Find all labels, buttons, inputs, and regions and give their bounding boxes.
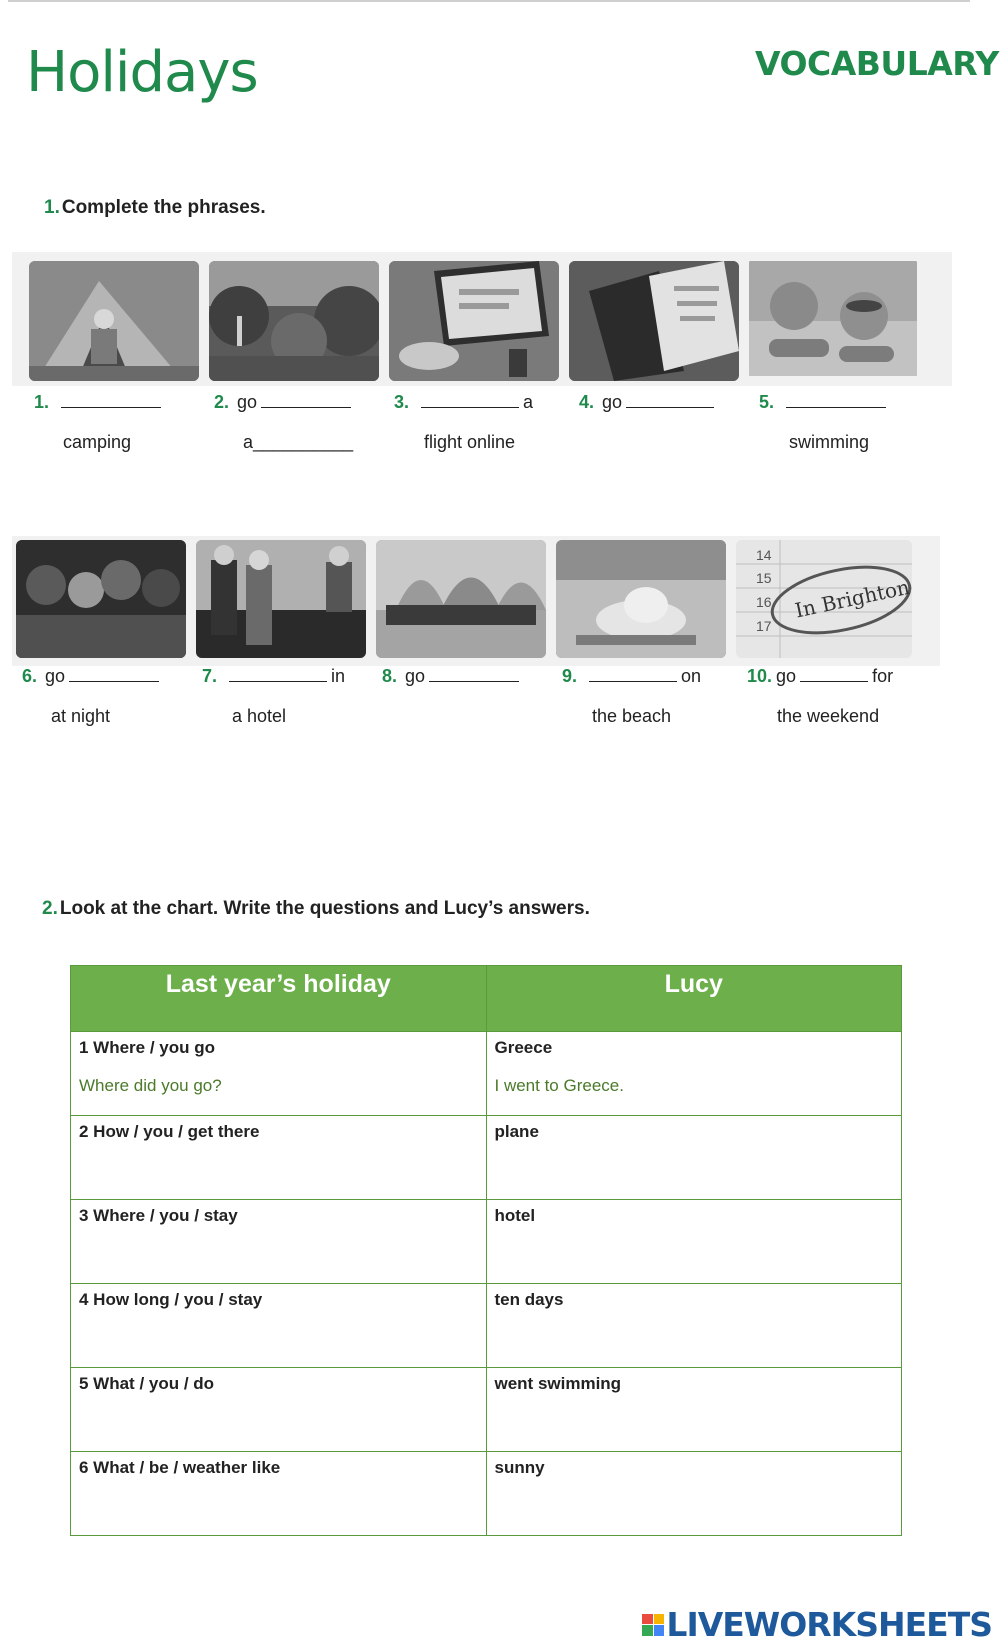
question-prompt: 5 What / you / do <box>79 1374 215 1393</box>
answer-blank-10[interactable] <box>800 680 868 682</box>
phrase-prefix: go <box>45 666 66 686</box>
phrase-9-continuation: the beach <box>592 706 672 726</box>
phrase-1 <box>34 392 165 413</box>
liveworksheets-logo <box>642 1605 992 1644</box>
exercise1-number: 1. <box>44 197 60 218</box>
answer-prompt: sunny <box>494 1458 545 1477</box>
table-row <box>71 1032 902 1116</box>
phrase-suffix: on <box>681 666 702 686</box>
phrase-number: 6. <box>22 666 38 686</box>
table-row <box>71 1116 902 1200</box>
answer-blank-5[interactable] <box>786 406 886 408</box>
phrase-4 <box>579 392 718 413</box>
answer-blank-9[interactable] <box>589 680 677 682</box>
exercise2-instruction <box>42 898 590 920</box>
column-header-lucy: Lucy <box>486 966 902 1032</box>
answer-blank-4[interactable] <box>626 406 714 408</box>
answer-blank-3[interactable] <box>421 406 519 408</box>
calendar-day-17: 17 <box>756 618 772 634</box>
calendar-day-14: 14 <box>756 547 772 563</box>
question-prompt: 1 Where / you go <box>79 1038 216 1057</box>
phrase-number: 1. <box>34 392 50 412</box>
phrase-suffix: for <box>872 666 894 686</box>
question-cell[interactable] <box>71 1452 487 1536</box>
top-rule <box>8 0 970 2</box>
answer-blank-7[interactable] <box>229 680 327 682</box>
answer-blank-2[interactable] <box>261 406 351 408</box>
question-cell[interactable] <box>71 1284 487 1368</box>
phrase-5-continuation: swimming <box>789 432 870 452</box>
answer-cell[interactable] <box>486 1200 902 1284</box>
phrase-5 <box>759 392 890 413</box>
question-prompt: 2 How / you / get there <box>79 1122 260 1141</box>
column-header-holiday: Last year’s holiday <box>71 966 487 1032</box>
phrase-suffix: in <box>331 666 346 686</box>
phrase-number: 5. <box>759 392 775 412</box>
phrase-number: 8. <box>382 666 398 686</box>
phrase-suffix: a <box>523 392 534 412</box>
phrase-1-continuation: camping <box>63 432 132 452</box>
forest-walk-photo <box>209 261 379 381</box>
question-cell[interactable] <box>71 1200 487 1284</box>
holiday-chart-table <box>70 965 902 1536</box>
phrase-number: 3. <box>394 392 410 412</box>
laptop-booking-photo <box>389 261 559 381</box>
phrase-6 <box>22 666 163 687</box>
phrase-10 <box>747 666 893 687</box>
exercise2-number: 2. <box>42 898 58 919</box>
phrase-prefix: go <box>405 666 426 686</box>
answer-prompt: plane <box>494 1122 539 1141</box>
phrase-number: 10. <box>747 666 773 686</box>
phrase-7 <box>202 666 345 687</box>
answer-prompt: Greece <box>494 1038 553 1057</box>
answer-cell[interactable] <box>486 1368 902 1452</box>
question-prompt: 6 What / be / weather like <box>79 1458 281 1477</box>
example-question: Where did you go? <box>79 1076 222 1095</box>
table-row <box>71 1200 902 1284</box>
phrase-3 <box>394 392 533 413</box>
answer-cell[interactable] <box>486 1284 902 1368</box>
answer-blank-1[interactable] <box>61 406 161 408</box>
example-answer: I went to Greece. <box>494 1076 624 1095</box>
phrase-6-continuation: at night <box>51 706 111 726</box>
question-prompt: 3 Where / you / stay <box>79 1206 238 1225</box>
phrase-8 <box>382 666 523 687</box>
page-title: Holidays <box>26 40 258 105</box>
phrase-10-continuation: the weekend <box>777 706 880 726</box>
table-row <box>71 1368 902 1452</box>
answer-blank-8[interactable] <box>429 680 519 682</box>
answer-prompt: went swimming <box>494 1374 622 1393</box>
liveworksheets-icon <box>642 1614 664 1636</box>
calendar-day-15: 15 <box>756 570 772 586</box>
table-row <box>71 1284 902 1368</box>
answer-blank-6[interactable] <box>69 680 159 682</box>
phrase-number: 4. <box>579 392 595 412</box>
beach-hat-photo <box>556 540 726 658</box>
phrase-9 <box>562 666 701 687</box>
question-cell[interactable] <box>71 1032 487 1116</box>
friends-night-photo <box>16 540 186 658</box>
phrase-2 <box>214 392 355 413</box>
phrase-7-continuation: a hotel <box>232 706 287 726</box>
brand-name: LIVEWORKSHEETS <box>666 1605 992 1644</box>
answer-cell[interactable] <box>486 1116 902 1200</box>
calendar-note: In Brighton <box>792 574 912 623</box>
section-tag: VOCABULARY <box>755 44 999 83</box>
calendar-brighton-photo <box>736 540 912 658</box>
phrase-2-continuation: a__________ <box>243 432 354 452</box>
hotel-checkin-photo <box>196 540 366 658</box>
question-cell[interactable] <box>71 1368 487 1452</box>
phrase-prefix: go <box>602 392 623 412</box>
calendar-day-16: 16 <box>756 594 772 610</box>
exercise1-instruction <box>44 197 266 219</box>
phrase-number: 9. <box>562 666 578 686</box>
answer-prompt: hotel <box>494 1206 536 1225</box>
table-row <box>71 1452 902 1536</box>
answer-cell[interactable] <box>486 1032 902 1116</box>
tent-camping-photo <box>29 261 199 381</box>
phrase-number: 7. <box>202 666 218 686</box>
kids-swimming-photo <box>749 261 917 376</box>
phrase-prefix: go <box>776 666 797 686</box>
answer-prompt: ten days <box>494 1290 564 1309</box>
phrase-prefix: go <box>237 392 258 412</box>
phrase-3-continuation: flight online <box>424 432 516 452</box>
table-header-row <box>71 966 902 1032</box>
answer-cell[interactable] <box>486 1452 902 1536</box>
sightseeing-queue-photo <box>376 540 546 658</box>
phrase-number: 2. <box>214 392 230 412</box>
question-cell[interactable] <box>71 1116 487 1200</box>
question-prompt: 4 How long / you / stay <box>79 1290 263 1309</box>
exercise2-text: Look at the chart. Write the questions and Lucy’s answers. <box>59 898 590 919</box>
exercise1-text: Complete the phrases. <box>61 197 266 218</box>
passport-ticket-photo <box>569 261 739 381</box>
